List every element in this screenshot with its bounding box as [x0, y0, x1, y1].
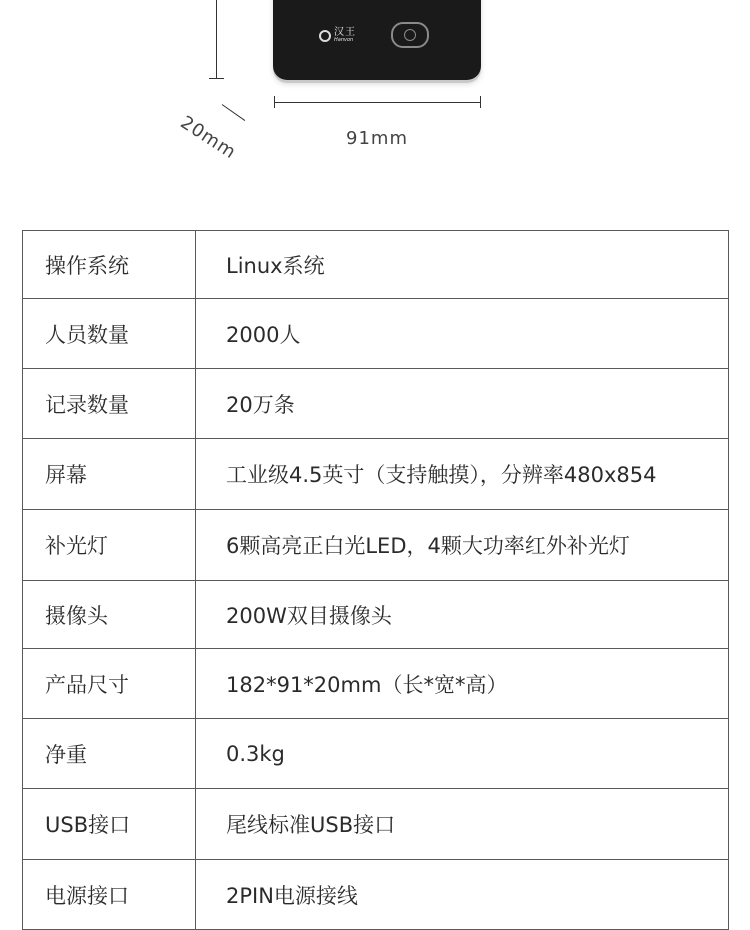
- spec-key: 摄像头: [23, 581, 196, 649]
- spec-value: 0.3kg: [196, 719, 729, 789]
- width-label: 91mm: [346, 128, 408, 149]
- dimension-diagram: [0, 0, 750, 200]
- height-dimension-line: [216, 0, 217, 79]
- spec-value: 200W双目摄像头: [196, 581, 729, 649]
- height-dimension-cap: [209, 78, 224, 79]
- spec-value: 6颗高亮正白光LED，4颗大功率红外补光灯: [196, 510, 729, 581]
- table-row: [23, 299, 729, 369]
- spec-key: 净重: [23, 719, 196, 789]
- spec-key: 记录数量: [23, 369, 196, 439]
- spec-key: 补光灯: [23, 510, 196, 581]
- spec-table: [22, 230, 729, 930]
- spec-value: 182*91*20mm（长*宽*高）: [196, 649, 729, 719]
- spec-value: 2PIN电源接线: [196, 860, 729, 930]
- table-row: [23, 231, 729, 299]
- logo-en-text: Hanvon: [334, 37, 354, 43]
- spec-key: USB接口: [23, 789, 196, 860]
- spec-value: 尾线标准USB接口: [196, 789, 729, 860]
- spec-value: 2000人: [196, 299, 729, 369]
- table-row: [23, 369, 729, 439]
- spec-key: 屏幕: [23, 439, 196, 510]
- table-row: [23, 439, 729, 510]
- table-row: [23, 719, 729, 789]
- spec-key: 操作系统: [23, 231, 196, 299]
- table-row: [23, 860, 729, 930]
- logo-mark-icon: [319, 30, 331, 42]
- table-row: [23, 789, 729, 860]
- spec-value: Linux系统: [196, 231, 729, 299]
- spec-key: 产品尺寸: [23, 649, 196, 719]
- width-dimension-cap-right: [480, 96, 481, 108]
- depth-dimension-line: [222, 104, 246, 121]
- device-image: [273, 0, 481, 80]
- brand-logo: [319, 28, 356, 43]
- depth-label: 20mm: [176, 112, 240, 164]
- logo-cn-text: 汉王: [334, 27, 356, 38]
- nfc-icon: [391, 22, 429, 48]
- spec-value: 工业级4.5英寸（支持触摸），分辨率480x854: [196, 439, 729, 510]
- width-dimension-line: [274, 102, 480, 103]
- spec-value: 20万条: [196, 369, 729, 439]
- table-row: [23, 510, 729, 581]
- spec-key: 电源接口: [23, 860, 196, 930]
- table-row: [23, 581, 729, 649]
- spec-key: 人员数量: [23, 299, 196, 369]
- table-row: [23, 649, 729, 719]
